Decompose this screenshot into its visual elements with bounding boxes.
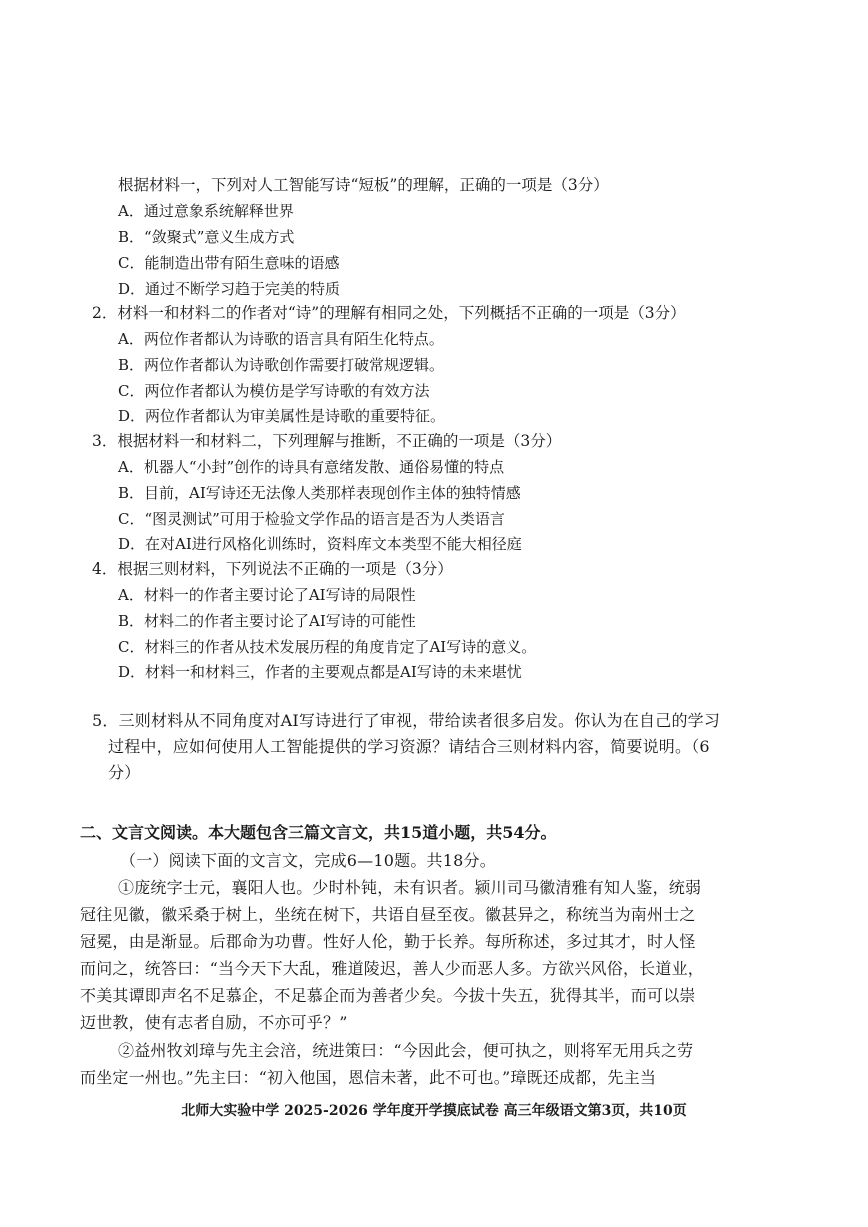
passage-para-1-line-2: 冠往见徽，徽采桑于树上，坐统在树下，共语自昼至夜。徽甚异之，称统当为南州士之 [80, 905, 696, 924]
question-1-option-d: D．通过不断学习趋于完美的特质 [118, 280, 341, 298]
question-5-line-2: 过程中，应如何使用人工智能提供的学习资源？请结合三则材料内容，简要说明。（6 [108, 737, 710, 756]
passage-para-1-line-4: 而问之，统答曰：“当今天下大乱，雅道陵迟，善人少而恶人多。方欲兴风俗，长道业， [80, 959, 704, 978]
question-5-line-3: 分） [108, 763, 141, 782]
question-5-line-1: 5．三则材料从不同角度对AI写诗进行了审视，带给读者很多启发。你认为在自己的学习 [92, 711, 721, 730]
question-1-stem: 根据材料一，下列对人工智能写诗“短板”的理解，正确的一项是（3分） [118, 176, 609, 194]
question-4-stem: 4．根据三则材料，下列说法不正确的一项是（3分） [92, 560, 453, 578]
question-4-option-d: D．材料一和材料三，作者的主要观点都是AI写诗的未来堪忧 [118, 663, 522, 681]
passage-para-2-line-2: 而坐定一州也。”先主曰：“初入他国，恩信未著，此不可也。”璋既还成都，先主当 [80, 1068, 657, 1087]
question-3-option-d: D．在对AI进行风格化训练时，资料库文本类型不能大相径庭 [118, 535, 522, 553]
question-1-option-c: C．能制造出带有陌生意味的语感 [118, 254, 340, 272]
page-footer: 北师大实验中学 2025-2026 学年度开学摸底试卷 高三年级语文第3页，共10页 [181, 1103, 687, 1119]
passage-para-1-line-6: 迈世教，使有志者自励，不亦可乎？” [80, 1013, 348, 1032]
question-3-option-c: C．“图灵测试”可用于检验文学作品的语言是否为人类语言 [118, 510, 505, 528]
question-1-option-b: B．“敛聚式”意义生成方式 [118, 228, 295, 246]
question-2-option-c: C．两位作者都认为模仿是学写诗歌的有效方法 [118, 382, 430, 400]
section-2-heading: 二、文言文阅读。本大题包含三篇文言文，共15道小题，共54分。 [80, 823, 557, 842]
passage-para-1-line-5: 不美其谭即声名不足慕企，不足慕企而为善者少矣。今拔十失五，犹得其半，而可以崇 [80, 986, 696, 1005]
passage-para-2-line-1: ②益州牧刘璋与先主会涪，统进策曰：“今因此会，便可执之，则将军无用兵之劳 [118, 1041, 694, 1060]
question-4-option-a: A．材料一的作者主要讨论了AI写诗的局限性 [118, 586, 416, 604]
question-3-stem: 3．根据材料一和材料二，下列理解与推断，不正确的一项是（3分） [92, 432, 562, 450]
question-1-option-a: A．通过意象系统解释世界 [118, 202, 294, 220]
question-2-stem: 2．材料一和材料二的作者对“诗”的理解有相同之处，下列概括不正确的一项是（3分） [92, 304, 686, 322]
question-3-option-a: A．机器人“小封”创作的诗具有意绪发散、通俗易懂的特点 [118, 458, 505, 476]
section-2-subheading: （一）阅读下面的文言文，完成6—10题。共18分。 [120, 851, 496, 870]
question-4-option-b: B．材料二的作者主要讨论了AI写诗的可能性 [118, 612, 416, 630]
passage-para-1-line-3: 冠冕，由是渐显。后郡命为功曹。性好人伦，勤于长养。每所称述，多过其才，时人怪 [80, 932, 696, 951]
question-3-option-b: B．目前，AI写诗还无法像人类那样表现创作主体的独特情感 [118, 484, 521, 502]
question-2-option-a: A．两位作者都认为诗歌的语言具有陌生化特点。 [118, 330, 444, 348]
passage-para-1-line-1: ①庞统字士元，襄阳人也。少时朴钝，未有识者。颍川司马徽清雅有知人鉴，统弱 [118, 878, 702, 897]
question-4-option-c: C．材料三的作者从技术发展历程的角度肯定了AI写诗的意义。 [118, 638, 537, 656]
question-2-option-d: D．两位作者都认为审美属性是诗歌的重要特征。 [118, 407, 446, 425]
question-2-option-b: B．两位作者都认为诗歌创作需要打破常规逻辑。 [118, 356, 445, 374]
